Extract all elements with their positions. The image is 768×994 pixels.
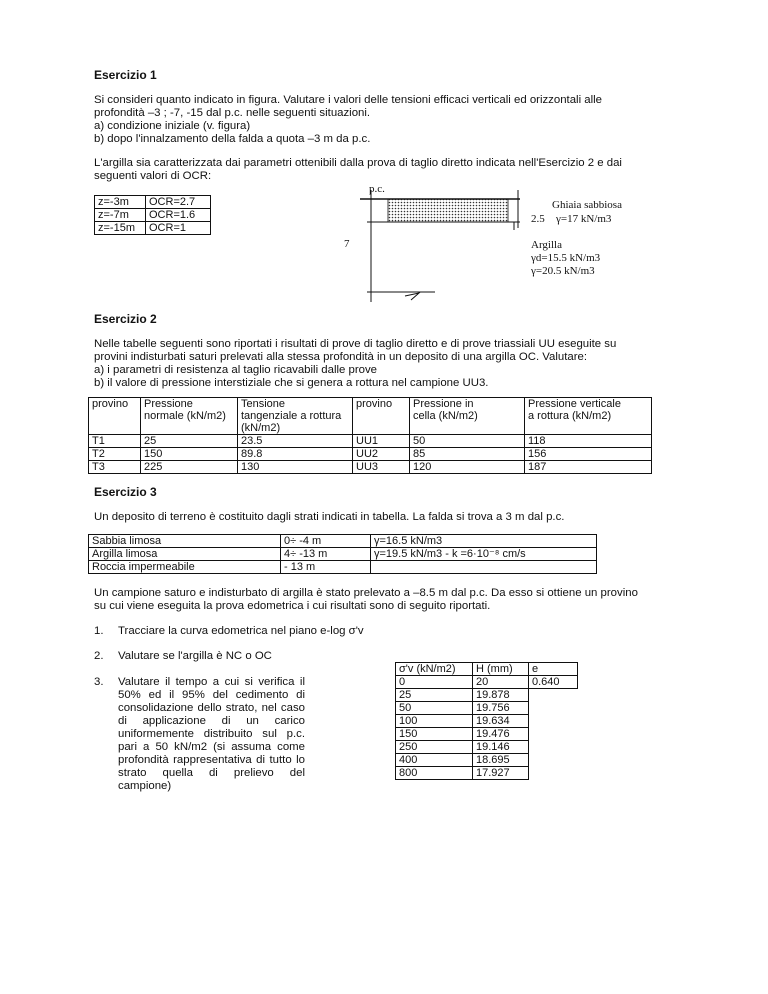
table-cell: 23.5 bbox=[238, 435, 353, 448]
table-cell: 150 bbox=[141, 448, 238, 461]
ex1-paragraph-line-1: Si consideri quanto indicato in figura. Valutare i valori delle tensioni efficaci verticali ed orizzontali alle bbox=[94, 94, 603, 106]
table-row bbox=[89, 548, 597, 561]
table-cell bbox=[529, 689, 578, 702]
ex1-item-b: b) dopo l'innalzamento della falda a quota –3 m da p.c. bbox=[94, 133, 371, 145]
stratum-name-cell: Roccia impermeabile bbox=[89, 561, 281, 574]
question-2-number: 2. bbox=[94, 650, 104, 662]
shear-test-table bbox=[88, 397, 652, 474]
ocr-table bbox=[94, 195, 211, 235]
table-cell: 130 bbox=[238, 461, 353, 474]
stratum-depth-cell: - 13 m bbox=[281, 561, 371, 574]
table-cell: UU1 bbox=[353, 435, 410, 448]
question-3-text: Valutare il tempo a cui si verifica il 50% ed il 95% del cedimento di consolidazione dello strato, nel caso di applicazione di un carico uniformemente distribuito sul p.c. pari a 50 kN/m2 (si assuma come profondità rappresentativa di tutto lo strato quella di prelievo del campione) bbox=[118, 676, 305, 792]
table-cell: T3 bbox=[89, 461, 141, 474]
table-row bbox=[396, 767, 578, 780]
header-cell: provino bbox=[353, 398, 410, 435]
table-row bbox=[89, 535, 597, 548]
ocr-depth-cell: z=-7m bbox=[95, 209, 146, 222]
header-cell: H (mm) bbox=[473, 663, 529, 676]
table-row bbox=[95, 209, 211, 222]
exercise-1-title: Esercizio 1 bbox=[94, 68, 157, 82]
table-row bbox=[396, 728, 578, 741]
header-cell: Tensione tangenziale a rottura (kN/m2) bbox=[238, 398, 353, 435]
ex3-paragraph-line-1: Un campione saturo e indisturbato di argilla è stato prelevato a –8.5 m dal p.c. Da esso si ottiene un provino bbox=[94, 587, 638, 599]
gravel-layer bbox=[388, 199, 508, 222]
table-cell bbox=[529, 741, 578, 754]
table-row bbox=[95, 222, 211, 235]
question-2-text: Valutare se l'argilla è NC o OC bbox=[118, 650, 272, 662]
table-header-row bbox=[396, 663, 578, 676]
ex3-intro: Un deposito di terreno è costituito dagli strati indicati in tabella. La falda si trova a 3 m dal p.c. bbox=[94, 511, 565, 523]
table-row bbox=[95, 196, 211, 209]
stratum-name-cell: Argilla limosa bbox=[89, 548, 281, 561]
ex2-paragraph-line-1: Nelle tabelle seguenti sono riportati i risultati di prove di taglio diretto e di prove triassiali UU eseguite su bbox=[94, 338, 617, 350]
table-cell: 18.695 bbox=[473, 754, 529, 767]
header-cell: Pressione normale (kN/m2) bbox=[141, 398, 238, 435]
clay-dry-unit-weight: γd=15.5 kN/m3 bbox=[531, 252, 601, 264]
table-cell: 250 bbox=[396, 741, 473, 754]
ex1-paragraph-line-2: profondità –3 ; -7, -15 dal p.c. nelle seguenti situazioni. bbox=[94, 107, 371, 119]
ex1-item-a: a) condizione iniziale (v. figura) bbox=[94, 120, 251, 132]
table-cell: 19.878 bbox=[473, 689, 529, 702]
table-cell: 156 bbox=[525, 448, 652, 461]
table-cell: 118 bbox=[525, 435, 652, 448]
stratum-properties-cell bbox=[371, 561, 597, 574]
table-cell: 0.640 bbox=[529, 676, 578, 689]
table-row bbox=[89, 461, 652, 474]
table-cell: 85 bbox=[410, 448, 525, 461]
table-row bbox=[396, 676, 578, 689]
table-cell: 17.927 bbox=[473, 767, 529, 780]
table-cell bbox=[529, 754, 578, 767]
ex3-paragraph-line-2: su cui viene eseguita la prova edometrica i cui risultati sono di seguito riportati. bbox=[94, 600, 491, 612]
table-cell: 0 bbox=[396, 676, 473, 689]
table-cell: 50 bbox=[410, 435, 525, 448]
header-cell: provino bbox=[89, 398, 141, 435]
table-cell: 120 bbox=[410, 461, 525, 474]
gravel-name: Ghiaia sabbiosa bbox=[552, 199, 622, 211]
question-1-text: Tracciare la curva edometrica nel piano e-log σ'v bbox=[118, 625, 364, 637]
table-row bbox=[89, 561, 597, 574]
question-1-number: 1. bbox=[94, 625, 104, 637]
table-cell: 19.476 bbox=[473, 728, 529, 741]
table-cell: 100 bbox=[396, 715, 473, 728]
gravel-thickness: 2.5 bbox=[531, 213, 545, 225]
water-table-symbol bbox=[405, 293, 419, 300]
table-cell bbox=[529, 702, 578, 715]
table-cell: 150 bbox=[396, 728, 473, 741]
ocr-depth-cell: z=-15m bbox=[95, 222, 146, 235]
ex2-paragraph-line-2: provini indisturbati saturi prelevati alla stessa profondità in un deposito di una argilla OC. Valutare: bbox=[94, 351, 588, 363]
table-cell: 25 bbox=[396, 689, 473, 702]
clay-unit-weight: γ=20.5 kN/m3 bbox=[531, 265, 595, 277]
table-row bbox=[396, 741, 578, 754]
table-row bbox=[89, 448, 652, 461]
table-cell: T2 bbox=[89, 448, 141, 461]
oedometer-table bbox=[395, 662, 578, 780]
table-row bbox=[396, 702, 578, 715]
table-row bbox=[89, 435, 652, 448]
table-cell: 225 bbox=[141, 461, 238, 474]
stratum-depth-cell: 0÷ -4 m bbox=[281, 535, 371, 548]
table-row bbox=[396, 689, 578, 702]
stratum-properties-cell: γ=19.5 kN/m3 - k =6·10⁻⁸ cm/s bbox=[371, 548, 597, 561]
stratum-name-cell: Sabbia limosa bbox=[89, 535, 281, 548]
table-cell: 800 bbox=[396, 767, 473, 780]
table-header-row bbox=[89, 398, 652, 435]
ex1-paragraph2-line-2: seguenti valori di OCR: bbox=[94, 170, 212, 182]
ex2-item-a: a) i parametri di resistenza al taglio ricavabili dalle prove bbox=[94, 364, 377, 376]
header-cell: Pressione in cella (kN/m2) bbox=[410, 398, 525, 435]
table-cell: T1 bbox=[89, 435, 141, 448]
ocr-value-cell: OCR=2.7 bbox=[146, 196, 211, 209]
exercise-2-title: Esercizio 2 bbox=[94, 312, 157, 326]
ex2-item-b: b) il valore di pressione interstiziale che si genera a rottura nel campione UU3. bbox=[94, 377, 489, 389]
question-3-number: 3. bbox=[94, 676, 104, 688]
depth-label: 7 bbox=[344, 238, 350, 250]
table-cell: 25 bbox=[141, 435, 238, 448]
strata-table bbox=[88, 534, 597, 574]
gravel-unit-weight: γ=17 kN/m3 bbox=[556, 213, 612, 225]
table-cell bbox=[529, 767, 578, 780]
header-cell: σ'v (kN/m2) bbox=[396, 663, 473, 676]
ocr-depth-cell: z=-3m bbox=[95, 196, 146, 209]
ex1-paragraph2-line-1: L'argilla sia caratterizzata dai parametri ottenibili dalla prova di taglio diretto indicata nell'Esercizio 2 e dai bbox=[94, 157, 622, 169]
table-cell: 50 bbox=[396, 702, 473, 715]
pc-label: p.c. bbox=[369, 183, 385, 195]
header-cell: Pressione verticale a rottura (kN/m2) bbox=[525, 398, 652, 435]
table-cell: 187 bbox=[525, 461, 652, 474]
stratum-depth-cell: 4÷ -13 m bbox=[281, 548, 371, 561]
table-cell: 19.756 bbox=[473, 702, 529, 715]
table-row bbox=[396, 754, 578, 767]
table-cell: UU2 bbox=[353, 448, 410, 461]
exercise-3-title: Esercizio 3 bbox=[94, 485, 157, 499]
table-cell: 19.634 bbox=[473, 715, 529, 728]
table-cell bbox=[529, 728, 578, 741]
clay-name: Argilla bbox=[531, 239, 562, 251]
table-cell: 19.146 bbox=[473, 741, 529, 754]
ocr-value-cell: OCR=1.6 bbox=[146, 209, 211, 222]
table-cell bbox=[529, 715, 578, 728]
stratum-properties-cell: γ=16.5 kN/m3 bbox=[371, 535, 597, 548]
header-cell: e bbox=[529, 663, 578, 676]
soil-profile-figure bbox=[355, 180, 525, 305]
table-cell: 89.8 bbox=[238, 448, 353, 461]
table-row bbox=[396, 715, 578, 728]
table-cell: 20 bbox=[473, 676, 529, 689]
table-cell: 400 bbox=[396, 754, 473, 767]
table-cell: UU3 bbox=[353, 461, 410, 474]
ocr-value-cell: OCR=1 bbox=[146, 222, 211, 235]
